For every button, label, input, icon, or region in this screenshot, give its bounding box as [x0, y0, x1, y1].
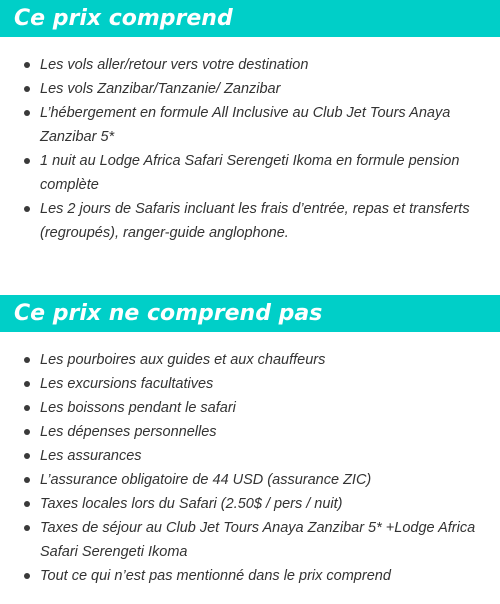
list-item-text: Les vols Zanzibar/Tanzanie/ Zanzibar — [40, 81, 281, 97]
list-item-text: Taxes de séjour au Club Jet Tours Anaya Zanzibar 5* +Lodge Africa Safari Serengeti Ikoma — [40, 520, 476, 560]
bullet-icon — [24, 429, 30, 435]
list-item-text: 1 nuit au Lodge Africa Safari Serengeti Ikoma en formule pension complète — [40, 153, 460, 193]
list-item — [0, 197, 500, 245]
list-item — [0, 372, 500, 396]
list-item — [0, 77, 500, 101]
list-item-text: Les assurances — [40, 448, 142, 464]
list-item-text: Les boissons pendant le safari — [40, 400, 236, 416]
bullet-icon — [24, 357, 30, 363]
list-item-text: Tout ce qui n’est pas mentionné dans le prix comprend — [40, 568, 391, 584]
bullet-icon — [24, 206, 30, 212]
list-item — [0, 564, 500, 588]
list-item — [0, 420, 500, 444]
list-item — [0, 468, 500, 492]
list-item-text: Taxes locales lors du Safari (2.50$ / pers / nuit) — [40, 496, 343, 512]
list-item — [0, 444, 500, 468]
bullet-icon — [24, 525, 30, 531]
bullet-icon — [24, 573, 30, 579]
list-item — [0, 396, 500, 420]
list-item — [0, 53, 500, 77]
list-item-text: L’hébergement en formule All Inclusive au Club Jet Tours Anaya Zanzibar 5* — [40, 105, 451, 145]
included-section-title: Ce prix comprend — [0, 0, 500, 37]
bullet-icon — [24, 62, 30, 68]
list-item-text: Les 2 jours de Safaris incluant les frais d’entrée, repas et transferts (regroupés), ranger-guide anglophone. — [40, 201, 470, 241]
bullet-icon — [24, 453, 30, 459]
included-list — [0, 53, 500, 245]
list-item-text: Les dépenses personnelles — [40, 424, 217, 440]
bullet-icon — [24, 158, 30, 164]
list-item — [0, 492, 500, 516]
list-item-text: Les pourboires aux guides et aux chauffeurs — [40, 352, 326, 368]
list-item — [0, 149, 500, 197]
list-item-text: Les vols aller/retour vers votre destination — [40, 57, 309, 73]
excluded-list — [0, 348, 500, 588]
bullet-icon — [24, 86, 30, 92]
list-item-text: Les excursions facultatives — [40, 376, 214, 392]
list-item — [0, 101, 500, 149]
bullet-icon — [24, 477, 30, 483]
bullet-icon — [24, 405, 30, 411]
list-item — [0, 348, 500, 372]
list-item-text: L’assurance obligatoire de 44 USD (assurance ZIC) — [40, 472, 372, 488]
bullet-icon — [24, 110, 30, 116]
list-item — [0, 516, 500, 564]
excluded-section-title: Ce prix ne comprend pas — [0, 295, 500, 332]
bullet-icon — [24, 501, 30, 507]
bullet-icon — [24, 381, 30, 387]
